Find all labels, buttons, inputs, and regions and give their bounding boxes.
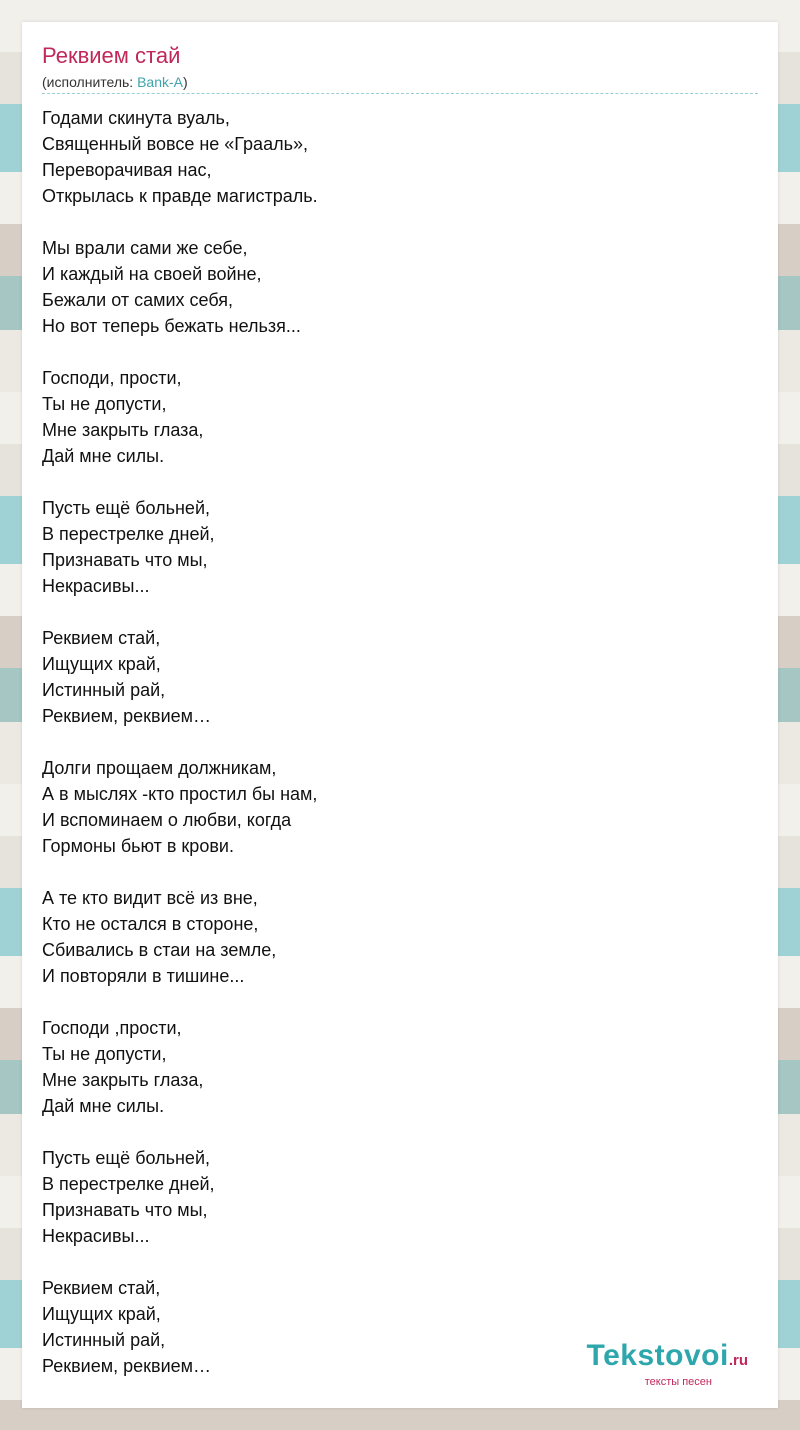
lyrics-line: Священный вовсе не «Грааль», (42, 134, 308, 154)
lyrics-line: Переворачивая нас, (42, 160, 212, 180)
lyrics-line: В перестрелке дней, (42, 1174, 215, 1194)
lyrics-line: Некрасивы... (42, 576, 150, 596)
lyrics-line: Признавать что мы, (42, 550, 208, 570)
lyrics-line: Ищущих край, (42, 654, 161, 674)
lyrics-line: И каждый на своей войне, (42, 264, 262, 284)
lyrics-stanza (42, 365, 742, 469)
lyrics-line: Годами скинута вуаль, (42, 108, 230, 128)
song-title: Реквием стай (42, 43, 181, 68)
lyrics-line: Дай мне силы. (42, 446, 165, 466)
lyrics-body (42, 105, 742, 1405)
lyrics-stanza (42, 755, 742, 859)
lyrics-line: Бежали от самих себя, (42, 290, 234, 310)
lyrics-line: Истинный рай, (42, 680, 166, 700)
lyrics-line: А в мыслях -кто простил бы нам, (42, 784, 318, 804)
lyrics-line: Реквием, реквием… (42, 706, 212, 726)
logo-tagline: тексты песен (644, 1376, 712, 1388)
logo-tld: .ru (728, 1352, 748, 1369)
logo-wordmark (587, 1341, 748, 1376)
lyrics-stanza (42, 105, 742, 209)
lyrics-line: Пусть ещё больней, (42, 1148, 211, 1168)
lyrics-line: Реквием, реквием… (42, 1356, 212, 1376)
lyrics-line: Признавать что мы, (42, 1200, 208, 1220)
performer-line (42, 73, 188, 91)
lyrics-stanza (42, 495, 742, 599)
lyrics-line: Некрасивы... (42, 1226, 150, 1246)
lyrics-stanza (42, 885, 742, 989)
site-logo[interactable] (587, 1341, 748, 1388)
lyrics-line: Кто не остался в стороне, (42, 914, 259, 934)
lyrics-line: Пусть ещё больней, (42, 498, 211, 518)
lyrics-stanza (42, 235, 742, 339)
lyrics-line: Реквием стай, (42, 628, 161, 648)
lyrics-card (22, 22, 778, 1408)
lyrics-line: Но вот теперь бежать нельзя... (42, 316, 301, 336)
lyrics-stanza (42, 625, 742, 729)
lyrics-line: И повторяли в тишине... (42, 966, 245, 986)
lyrics-line: А те кто видит всё из вне, (42, 888, 258, 908)
lyrics-line: Открылась к правде магистраль. (42, 186, 318, 206)
lyrics-line: Сбивались в стаи на земле, (42, 940, 277, 960)
lyrics-line: Реквием стай, (42, 1278, 161, 1298)
lyrics-line: Гормоны бьют в крови. (42, 836, 234, 856)
lyrics-stanza (42, 1015, 742, 1119)
lyrics-line: Ты не допусти, (42, 1044, 167, 1064)
lyrics-line: Долги прощаем должникам, (42, 758, 277, 778)
lyrics-line: Истинный рай, (42, 1330, 166, 1350)
lyrics-line: В перестрелке дней, (42, 524, 215, 544)
lyrics-line: Господи, прости, (42, 368, 182, 388)
title-divider (42, 93, 758, 94)
lyrics-line: Ты не допусти, (42, 394, 167, 414)
lyrics-line: И вспоминаем о любви, когда (42, 810, 292, 830)
lyrics-line: Дай мне силы. (42, 1096, 165, 1116)
artist-link[interactable]: Bank-A (137, 74, 184, 90)
lyrics-line: Господи ,прости, (42, 1018, 182, 1038)
lyrics-line: Мне закрыть глаза, (42, 420, 204, 440)
lyrics-line: Мы врали сами же себе, (42, 238, 248, 258)
lyrics-line: Мне закрыть глаза, (42, 1070, 204, 1090)
lyrics-line: Ищущих край, (42, 1304, 161, 1324)
performer-prefix: (исполнитель: (42, 74, 138, 90)
performer-suffix: ) (183, 74, 188, 90)
lyrics-stanza (42, 1145, 742, 1249)
logo-name: Tekstovoi (586, 1339, 729, 1372)
